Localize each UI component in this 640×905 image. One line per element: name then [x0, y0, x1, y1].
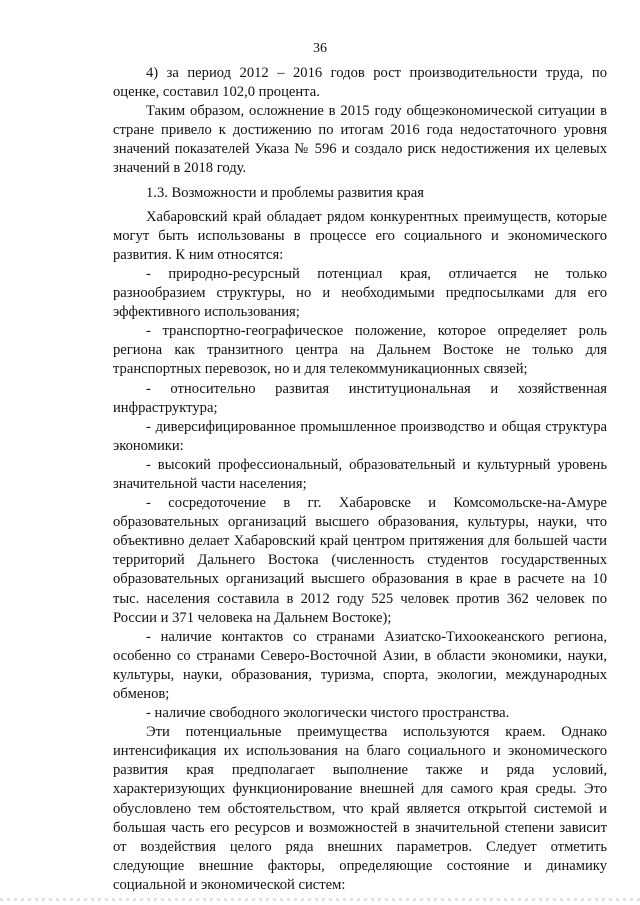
list-item: - сосредоточение в гг. Хабаровске и Комсомольске-на-Амуре образовательных организаций высшего образования, культуры, науки, что объективно делает Хабаровский край центром притяжения для большей части территорий Дальнего Востока (численность студентов государственных образовательных организаций высшего образования в крае в расчете на 10 тыс. населения составила в 2012 году 525 человек против 362 человек по России и 371 человека на Дальнем Востоке); — [113, 495, 607, 626]
scan-artifact-line — [0, 898, 640, 901]
list-item: - транспортно-географическое положение, которое определяет роль региона как транзитного центра на Дальнем Востоке не только для транспортных перевозок, но и для телекоммуникационных связей; — [113, 323, 607, 378]
list-item: - высокий профессиональный, образовательный и культурный уровень значительной части населения; — [113, 456, 607, 492]
page-number: 36 — [313, 41, 327, 56]
section-heading: 1.3. Возможности и проблемы развития края — [146, 184, 424, 201]
list-item: - наличие свободного экологически чистого пространства. — [146, 705, 510, 722]
paragraph-external-factors: Эти потенциальные преимущества используются краем. Однако интенсификация их использования на благо социального и экономического развития края предполагает выполнение также и ряда условий, характеризующих функционирование внешней для самого края среды. Это обусловлено тем обстоятельством, что край является открытой системой и большая часть его ресурсов и возможностей в значительной степени зависит от воздействия целого ряда внешних параметров. Следует отметить следующие внешние факторы, определяющие состояние и динамику социальной и экономической систем: — [113, 724, 607, 893]
list-item: - диверсифицированное промышленное производство и общая структура экономики: — [113, 418, 607, 454]
list-item: - относительно развитая институциональная и хозяйственная инфраструктура; — [113, 380, 607, 416]
paragraph-conclusion: Таким образом, осложнение в 2015 году общеэкономической ситуации в стране привело к достижению по итогам 2016 года недостаточного уровня значений показателей Указа № 596 и создало риск недостижения их целевых значений в 2018 году. — [113, 103, 607, 177]
paragraph-advantages-intro: Хабаровский край обладает рядом конкурентных преимуществ, которые могут быть использованы в процессе его социального и экономического развития. К ним относятся: — [113, 208, 607, 263]
list-item: - природно-ресурсный потенциал края, отличается не только разнообразием структуры, но и необходимыми предпосылками для его эффективного использования; — [113, 265, 607, 321]
list-item: - наличие контактов со странами Азиатско-Тихоокеанского региона, особенно со странами Северо-Восточной Азии, в области экономики, науки, культуры, науки, образования, туризма, спорта, экологии, международных обменов; — [113, 628, 607, 702]
paragraph-productivity: 4) за период 2012 – 2016 годов рост производительности труда, по оценке, составил 102,0 процента. — [113, 65, 607, 101]
document-body — [113, 64, 607, 895]
